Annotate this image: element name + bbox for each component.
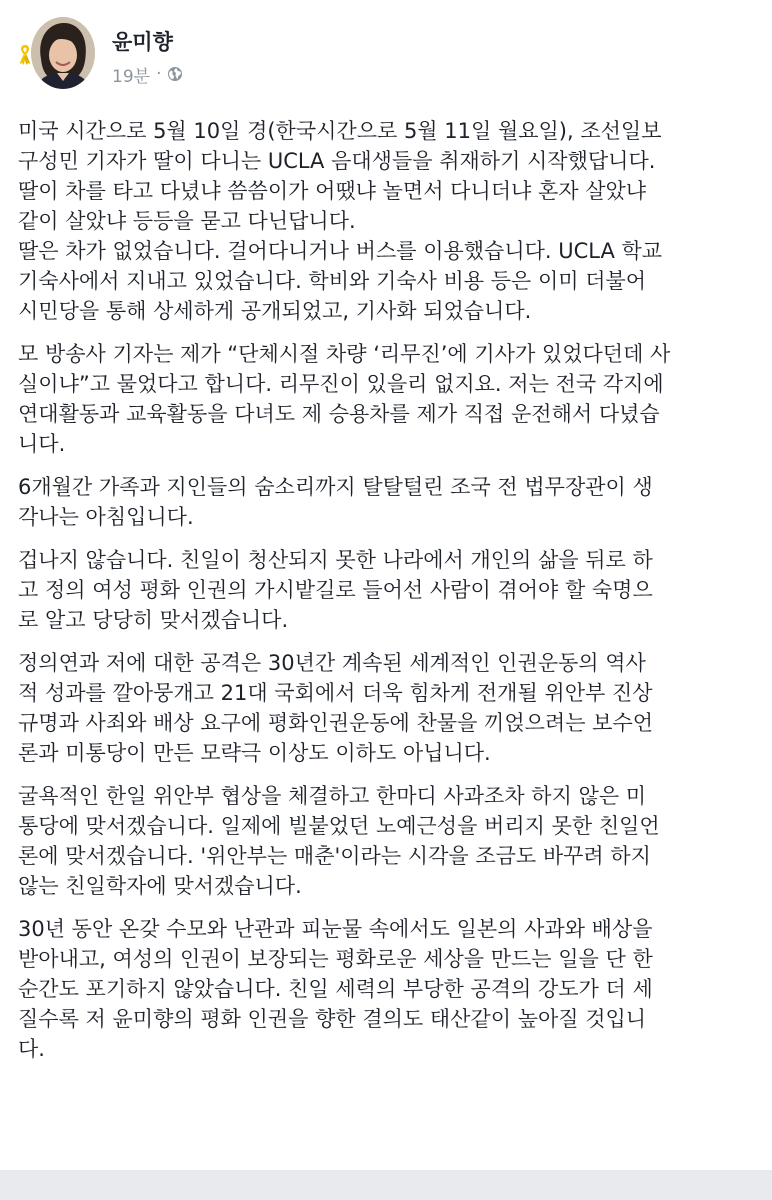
post-meta xyxy=(112,62,183,86)
text-line: 6개월간 가족과 지인들의 숨소리까지 탈탈털린 조국 전 법무장관이 생 xyxy=(18,475,653,499)
profile-photo xyxy=(31,17,95,89)
text-line: 각나는 아침입니다. xyxy=(18,505,194,529)
paragraph xyxy=(18,116,770,326)
globe-icon[interactable] xyxy=(167,66,183,82)
text-line: 실이냐”고 물었다고 합니다. 리무진이 있을리 없지요. 저는 전국 각지에 xyxy=(18,372,664,396)
text-line: 연대활동과 교육활동을 다녀도 제 승용차를 제가 직접 운전해서 다녔습 xyxy=(18,402,660,426)
meta-separator: · xyxy=(156,64,162,84)
paragraph xyxy=(18,472,770,532)
text-line: 적 성과를 깔아뭉개고 21대 국회에서 더욱 힘차게 전개될 위안부 진상 xyxy=(18,681,653,705)
text-line: 모 방송사 기자는 제가 “단체시절 차량 ‘리무진’에 기사가 있었다던데 사 xyxy=(18,342,671,366)
text-line: 겁나지 않습니다. 친일이 청산되지 못한 나라에서 개인의 삶을 뒤로 하 xyxy=(18,548,653,572)
text-line: 굴욕적인 한일 위안부 협상을 체결하고 한마디 사과조차 하지 않은 미 xyxy=(18,784,647,808)
text-line: 같이 살았냐 등등을 묻고 다닌답니다. xyxy=(18,209,356,233)
paragraph xyxy=(18,648,770,768)
yellow-ribbon-icon xyxy=(18,44,32,66)
text-line: 규명과 사죄와 배상 요구에 평화인권운동에 찬물을 끼얹으려는 보수언 xyxy=(18,711,654,735)
bottom-divider-bar xyxy=(0,1170,772,1200)
paragraph xyxy=(18,914,770,1064)
paragraph xyxy=(18,339,770,459)
avatar[interactable] xyxy=(31,17,95,89)
text-line: 않는 친일학자에 맞서겠습니다. xyxy=(18,874,302,898)
post-body xyxy=(18,116,770,1077)
text-line: 론과 미통당이 만든 모략극 이상도 이하도 아닙니다. xyxy=(18,741,491,765)
text-line: 기숙사에서 지내고 있었습니다. 학비와 기숙사 비용 등은 이미 더불어 xyxy=(18,269,647,293)
text-line: 다. xyxy=(18,1037,45,1061)
text-line: 구성민 기자가 딸이 다니는 UCLA 음대생들을 취재하기 시작했답니다. xyxy=(18,149,656,173)
author-name[interactable]: 윤미향 xyxy=(112,30,173,54)
paragraph xyxy=(18,545,770,635)
text-line: 시민당을 통해 상세하게 공개되었고, 기사화 되었습니다. xyxy=(18,299,532,323)
text-line: 질수록 저 윤미향의 평화 인권을 향한 결의도 태산같이 높아질 것입니 xyxy=(18,1007,647,1031)
text-line: 미국 시간으로 5월 10일 경(한국시간으로 5월 11일 월요일), 조선일보 xyxy=(18,119,662,143)
text-line: 로 알고 당당히 맞서겠습니다. xyxy=(18,608,289,632)
post-header xyxy=(0,0,772,106)
text-line: 딸은 차가 없었습니다. 걸어다니거나 버스를 이용했습니다. UCLA 학교 xyxy=(18,239,663,263)
text-line: 정의연과 저에 대한 공격은 30년간 계속된 세계적인 인권운동의 역사 xyxy=(18,651,646,675)
post-timestamp[interactable]: 19분 xyxy=(112,66,151,87)
text-line: 받아내고, 여성의 인권이 보장되는 평화로운 세상을 만드는 일을 단 한 xyxy=(18,947,653,971)
text-line: 고 정의 여성 평화 인권의 가시밭길로 들어선 사람이 겪어야 할 숙명으 xyxy=(18,578,653,602)
text-line: 니다. xyxy=(18,432,66,456)
text-line: 순간도 포기하지 않았습니다. 친일 세력의 부당한 공격의 강도가 더 세 xyxy=(18,977,653,1001)
text-line: 통당에 맞서겠습니다. 일제에 빌붙었던 노예근성을 버리지 못한 친일언 xyxy=(18,814,660,838)
text-line: 30년 동안 온갖 수모와 난관과 피눈물 속에서도 일본의 사과와 배상을 xyxy=(18,917,653,941)
text-line: 론에 맞서겠습니다. '위안부는 매춘'이라는 시각을 조금도 바꾸려 하지 xyxy=(18,844,651,868)
text-line: 딸이 차를 타고 다녔냐 씀씀이가 어땠냐 놀면서 다니더냐 혼자 살았냐 xyxy=(18,179,647,203)
paragraph xyxy=(18,781,770,901)
